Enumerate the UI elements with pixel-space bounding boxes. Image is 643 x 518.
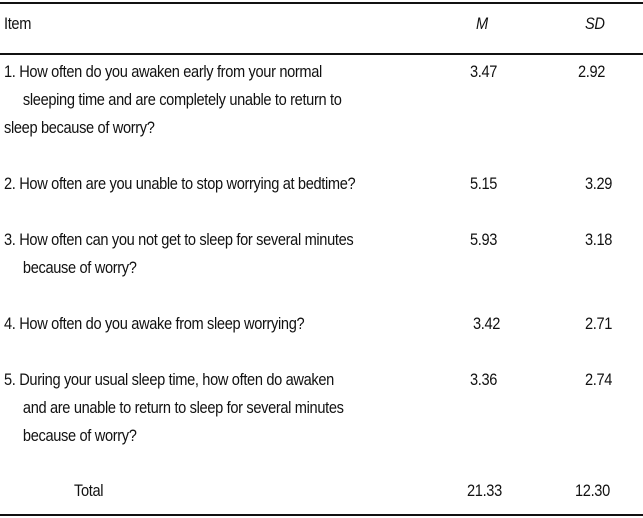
row-3-line-1: 3. How often can you not get to sleep for several minutes — [4, 230, 354, 249]
row-2-sd: 3.29 — [585, 174, 613, 193]
row-4-mean: 3.42 — [473, 314, 501, 333]
total-sd: 12.30 — [575, 481, 610, 500]
table-row-2-item — [4, 170, 355, 198]
row-5-sd: 2.74 — [585, 370, 613, 389]
row-1-line-3: sleep because of worry? — [4, 118, 155, 137]
row-5-mean: 3.36 — [470, 370, 498, 389]
row-1-line-2: sleeping time and are completely unable to return to — [22, 90, 342, 109]
header-sd: SD — [585, 14, 605, 33]
table-row-4-item — [4, 310, 304, 338]
row-2-line-1: 2. How often are you unable to stop worrying at bedtime? — [4, 174, 356, 193]
row-1-mean: 3.47 — [470, 62, 498, 81]
row-5-line-2: and are unable to return to sleep for several minutes — [22, 398, 344, 417]
row-4-sd: 2.71 — [585, 314, 613, 333]
table-top-rule — [0, 2, 643, 4]
table-bottom-rule — [0, 514, 643, 516]
row-4-line-1: 4. How often do you awake from sleep worrying? — [4, 314, 305, 333]
total-mean: 21.33 — [467, 481, 502, 500]
total-label: Total — [74, 481, 104, 500]
row-3-line-2: because of worry? — [22, 258, 137, 277]
table-row-3-item — [4, 226, 353, 282]
row-1-sd: 2.92 — [578, 62, 606, 81]
table-row-5-item — [4, 366, 344, 450]
row-1-line-1: 1. How often do you awaken early from your normal — [4, 62, 322, 81]
row-5-line-1: 5. During your usual sleep time, how often do awaken — [4, 370, 334, 389]
row-2-mean: 5.15 — [470, 174, 498, 193]
table-row-1-item — [4, 58, 341, 142]
header-mean: M — [476, 14, 488, 33]
row-5-line-3: because of worry? — [22, 426, 137, 445]
header-item: Item — [4, 14, 32, 33]
row-3-mean: 5.93 — [470, 230, 498, 249]
row-3-sd: 3.18 — [585, 230, 613, 249]
table-header-rule — [0, 53, 643, 55]
